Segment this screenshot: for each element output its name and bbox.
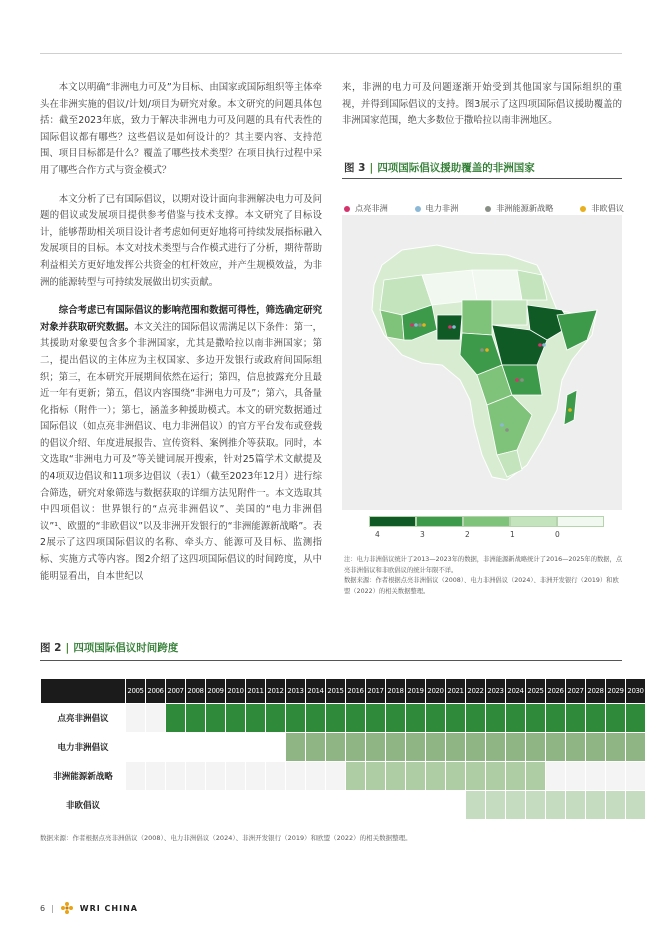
year-header: 2018	[386, 679, 406, 704]
figure3-caption: 四项国际倡议援助覆盖的非洲国家	[377, 162, 535, 174]
timeline-cell	[426, 762, 446, 791]
timeline-cell	[286, 791, 306, 820]
legend-dot-icon	[344, 206, 350, 212]
timeline-row	[41, 762, 646, 791]
legend-item	[580, 203, 624, 214]
timeline-cell	[386, 733, 406, 762]
marker-africa-eu	[485, 348, 489, 352]
timeline-cell	[586, 733, 606, 762]
figure3-rule	[342, 178, 622, 179]
year-header: 2027	[566, 679, 586, 704]
timeline-row	[41, 704, 646, 733]
footer-divider: |	[51, 903, 54, 913]
figure3-note	[344, 555, 624, 597]
timeline-cell	[486, 704, 506, 733]
timeline-cell	[206, 791, 226, 820]
timeline-cell	[446, 704, 466, 733]
timeline-cell	[526, 733, 546, 762]
timeline-cell	[206, 762, 226, 791]
top-rule	[40, 53, 622, 54]
left-column	[40, 80, 322, 597]
year-header: 2021	[446, 679, 466, 704]
timeline-cell	[186, 704, 206, 733]
page-number: 6	[40, 903, 46, 913]
timeline-cell	[626, 733, 646, 762]
timeline-cell	[606, 733, 626, 762]
timeline-cell	[226, 762, 246, 791]
marker-lighting-africa	[538, 343, 542, 347]
timeline-cell	[226, 791, 246, 820]
year-header: 2009	[206, 679, 226, 704]
year-header: 2017	[366, 679, 386, 704]
timeline-cell	[266, 704, 286, 733]
timeline-cell	[446, 762, 466, 791]
timeline-cell	[426, 733, 446, 762]
timeline-cell	[566, 704, 586, 733]
legend-label: 非洲能源新战略	[496, 203, 554, 213]
timeline-cell	[146, 791, 166, 820]
timeline-cell	[346, 791, 366, 820]
legend-dot-icon	[415, 206, 421, 212]
scale-swatch	[369, 516, 416, 527]
timeline-cell	[626, 762, 646, 791]
timeline-cell	[146, 733, 166, 762]
timeline-cell	[286, 704, 306, 733]
year-header: 2016	[346, 679, 366, 704]
timeline-row	[41, 791, 646, 820]
timeline-cell	[206, 704, 226, 733]
timeline-cell	[546, 704, 566, 733]
timeline-cell	[546, 762, 566, 791]
marker-power-africa	[500, 423, 504, 427]
legend-label: 点亮非洲	[355, 203, 388, 213]
timeline-cell	[166, 733, 186, 762]
year-header: 2011	[246, 679, 266, 704]
marker-lighting-africa	[448, 325, 452, 329]
timeline-cell	[166, 791, 186, 820]
timeline-cell	[286, 733, 306, 762]
figure3-title: 图 3 | 四项国际倡议援助覆盖的非洲国家	[344, 162, 535, 174]
timeline-cell	[406, 762, 426, 791]
scale-swatch	[510, 516, 557, 527]
map-legend	[344, 203, 624, 214]
timeline-cell	[246, 704, 266, 733]
note-text: 注：电力非洲倡议统计了2013—2023年的数据，非洲能源新战略统计了2016—2025年的数据，点亮非洲倡议和非欧倡议的统计年限不详。	[344, 556, 623, 574]
year-header: 2028	[586, 679, 606, 704]
timeline-cell	[586, 704, 606, 733]
year-header: 2025	[526, 679, 546, 704]
timeline-cell	[446, 791, 466, 820]
timeline-cell	[166, 704, 186, 733]
scale-swatch	[416, 516, 463, 527]
figure2-caption: 四项国际倡议时间跨度	[73, 642, 179, 654]
year-header: 2010	[226, 679, 246, 704]
paragraph: 来，非洲的电力可及问题逐渐开始受到其他国家与国际组织的重视，并得到国际倡议的支持。图3展示了这四项国际倡议援助覆盖的非洲国家范围，绝大多数位于撒哈拉以南非洲地区。	[342, 82, 622, 127]
scale-swatch	[463, 516, 510, 527]
marker-new-deal	[520, 378, 524, 382]
timeline-cell	[426, 704, 446, 733]
figure2-rule	[40, 660, 622, 661]
marker-africa-eu	[568, 408, 572, 412]
year-header: 2012	[266, 679, 286, 704]
scale-label: 0	[555, 530, 560, 539]
timeline-cell	[366, 762, 386, 791]
timeline-cell	[606, 704, 626, 733]
year-header: 2005	[126, 679, 146, 704]
figure2-number: 图 2	[40, 642, 62, 654]
timeline-cell	[486, 733, 506, 762]
timeline-cell	[486, 791, 506, 820]
scale-label: 1	[510, 530, 515, 539]
timeline-cell	[346, 762, 366, 791]
timeline-cell	[126, 791, 146, 820]
brand-name: WRI CHINA	[79, 903, 138, 913]
year-header: 2006	[146, 679, 166, 704]
timeline-cell	[626, 791, 646, 820]
timeline-cell	[526, 762, 546, 791]
timeline-cell	[466, 704, 486, 733]
paragraph	[40, 192, 322, 292]
year-header: 2023	[486, 679, 506, 704]
paragraph-lead: 本文分析了已有国际倡议，以期对设计面向非洲解决电力可及问题的倡议或发展项目提供参考借鉴与技术支撑。本文研究了目标设计，能够帮助相关项目设计者考虑如何更好地将可持续发展指标融入发展项目的目标。本文对技术类型与合作模式进行了分析，期待帮助利益相关方更好地发挥公共资金的杠杆效应，并产生规模效益，为非洲的能源转型与可持续发展做出切实贡献。	[40, 193, 322, 288]
year-header: 2030	[626, 679, 646, 704]
timeline-cell	[506, 733, 526, 762]
timeline-cell	[266, 791, 286, 820]
source-text: 数据来源：作者根据点亮非洲倡议（2008）、电力非洲倡议（2024）、非洲开发银行（2019）和欧盟（2022）的相关数据整理。	[344, 577, 619, 595]
timeline-cell	[226, 733, 246, 762]
timeline-cell	[446, 733, 466, 762]
timeline-cell	[306, 791, 326, 820]
marker-new-deal	[418, 323, 422, 327]
corner-cell	[41, 679, 126, 704]
row-label: 点亮非洲倡议	[41, 704, 126, 733]
timeline-cell	[126, 733, 146, 762]
row-label: 非欧倡议	[41, 791, 126, 820]
year-header: 2022	[466, 679, 486, 704]
legend-dot-icon	[580, 206, 586, 212]
africa-map	[342, 215, 622, 510]
marker-new-deal	[505, 428, 509, 432]
timeline-cell	[606, 791, 626, 820]
timeline-cell	[626, 704, 646, 733]
timeline-cell	[546, 791, 566, 820]
country-region	[492, 300, 527, 325]
timeline-cell	[186, 791, 206, 820]
timeline-cell	[146, 704, 166, 733]
timeline-cell	[486, 762, 506, 791]
timeline-cell	[366, 704, 386, 733]
paragraph-lead: 综合考虑已有国际倡议的影响范围和数据可得性，筛选确定研究对象并获取研究数据。	[40, 305, 322, 333]
timeline-cell	[346, 733, 366, 762]
timeline-cell	[166, 762, 186, 791]
timeline-table	[40, 678, 646, 820]
timeline-cell	[506, 704, 526, 733]
timeline-cell	[266, 762, 286, 791]
right-column	[342, 80, 622, 142]
timeline-cell	[186, 733, 206, 762]
timeline-cell	[586, 762, 606, 791]
timeline-cell	[566, 762, 586, 791]
timeline-cell	[566, 791, 586, 820]
figure3-number: 图 3	[344, 162, 366, 174]
legend-label: 非欧倡议	[591, 203, 624, 213]
timeline-cell	[246, 791, 266, 820]
country-region	[472, 270, 522, 300]
timeline-cell	[186, 762, 206, 791]
scale-label: 3	[420, 530, 425, 539]
timeline-cell	[386, 704, 406, 733]
timeline-row	[41, 733, 646, 762]
timeline-cell	[206, 733, 226, 762]
marker-power-africa	[452, 325, 456, 329]
year-header: 2007	[166, 679, 186, 704]
year-header: 2014	[306, 679, 326, 704]
marker-lighting-africa	[410, 323, 414, 327]
marker-power-africa	[414, 323, 418, 327]
timeline-cell	[126, 704, 146, 733]
year-header: 2013	[286, 679, 306, 704]
year-header: 2015	[326, 679, 346, 704]
timeline-cell	[406, 704, 426, 733]
timeline-cell	[526, 704, 546, 733]
legend-item	[344, 203, 388, 214]
timeline-cell	[466, 791, 486, 820]
timeline-cell	[546, 733, 566, 762]
year-header: 2008	[186, 679, 206, 704]
legend-label: 电力非洲	[425, 203, 459, 213]
timeline-cell	[326, 762, 346, 791]
timeline-cell	[466, 733, 486, 762]
timeline-cell	[566, 733, 586, 762]
timeline-cell	[526, 791, 546, 820]
timeline-cell	[386, 762, 406, 791]
figure2-title: 图 2 | 四项国际倡议时间跨度	[40, 642, 179, 654]
timeline-cell	[426, 791, 446, 820]
paragraph	[40, 303, 322, 585]
timeline-cell	[306, 733, 326, 762]
scale-swatch	[557, 516, 604, 527]
timeline-cell	[466, 762, 486, 791]
wri-logo-icon	[60, 901, 74, 915]
map-scale	[369, 516, 604, 527]
timeline-cell	[346, 704, 366, 733]
timeline-cell	[306, 762, 326, 791]
paragraph: 本文以明确“非洲电力可及”为目标、由国家或国际组织等主体牵头在非洲实施的倡议/计划/项目为研究对象。本文研究的问题具体包括：截至2023年底，致力于解决非洲电力可及问题的具有代表性的国际倡议都有哪些？这些倡议是如何设计的？其主要内容、支持范围、项目目标都是什么？覆盖了哪些技术类型？在项目执行过程中采用了哪些合作方式与资金模式？	[40, 82, 322, 176]
year-header: 2019	[406, 679, 426, 704]
timeline-cell	[286, 762, 306, 791]
legend-item	[485, 203, 553, 214]
timeline-cell	[406, 733, 426, 762]
row-label: 非洲能源新战略	[41, 762, 126, 791]
figure2-source: 数据来源：作者根据点亮非洲倡议（2008）、电力非洲倡议（2024）、非洲开发银行（2019）和欧盟（2022）的相关数据整理。	[40, 834, 412, 842]
row-label: 电力非洲倡议	[41, 733, 126, 762]
timeline-body	[41, 704, 646, 820]
timeline-cell	[586, 791, 606, 820]
marker-lighting-africa	[515, 378, 519, 382]
timeline-cell	[406, 791, 426, 820]
timeline-cell	[326, 733, 346, 762]
marker-power-africa	[542, 343, 546, 347]
legend-dot-icon	[485, 206, 491, 212]
timeline-cell	[506, 791, 526, 820]
timeline-cell	[366, 733, 386, 762]
timeline-cell	[306, 704, 326, 733]
timeline-cell	[326, 791, 346, 820]
year-header: 2024	[506, 679, 526, 704]
year-header: 2029	[606, 679, 626, 704]
scale-label: 2	[465, 530, 470, 539]
marker-africa-eu	[422, 323, 426, 327]
year-header-row	[41, 679, 646, 704]
page-footer	[40, 901, 138, 915]
paragraph-body: 本文关注的国际倡议需满足以下条件：第一，其援助对象要包含多个非洲国家，尤其是撒哈拉以南非洲国家；第二，提出倡议的主体应为主权国家、多边开发银行或政府间国际组织；第三，在本研究开展期间依然在运行；第四，信息披露充分且最近一年有更新；第五，倡议内容围绕“非洲电力可及”；第六，具备量化指标（附件一）；第七，涵盖多种援助模式。本文的研究数据通过国际倡议（如点亮非洲倡议、电力非洲倡议）的官方平台发布或登载的倡议介绍、年度进展报告、宣传资料、案例推介等获取。同时，本文选取“非洲电力可及”等关键词展开搜索，针对25篇学术文献提及的4项双边倡议和11项多边倡议（表1）（截至2023年12月）进行综合筛选，研究对象筛选与数据获取的详细方法见附件一。本文选取其中四项倡议：世界银行的“点亮非洲倡议”、美国的“电力非洲倡议”¹、欧盟的“非欧倡议”以及非洲开发银行的“非洲能源新战略”。表2展示了这四项国际倡议的名称、牵头方、能源可及目标、监测指标、实施方式等内容。图2介绍了这四项国际倡议的时间跨度，从中能明显看出，自本世纪以	[40, 321, 322, 582]
timeline-cell	[146, 762, 166, 791]
timeline-cell	[126, 762, 146, 791]
year-header: 2026	[546, 679, 566, 704]
year-header: 2020	[426, 679, 446, 704]
timeline-cell	[246, 733, 266, 762]
timeline-cell	[606, 762, 626, 791]
timeline-cell	[266, 733, 286, 762]
timeline-cell	[326, 704, 346, 733]
timeline-cell	[226, 704, 246, 733]
country-region	[462, 300, 492, 335]
timeline-cell	[366, 791, 386, 820]
timeline-cell	[246, 762, 266, 791]
timeline-cell	[506, 762, 526, 791]
timeline-cell	[386, 791, 406, 820]
marker-new-deal	[480, 348, 484, 352]
scale-label: 4	[375, 530, 380, 539]
legend-item	[415, 203, 459, 214]
